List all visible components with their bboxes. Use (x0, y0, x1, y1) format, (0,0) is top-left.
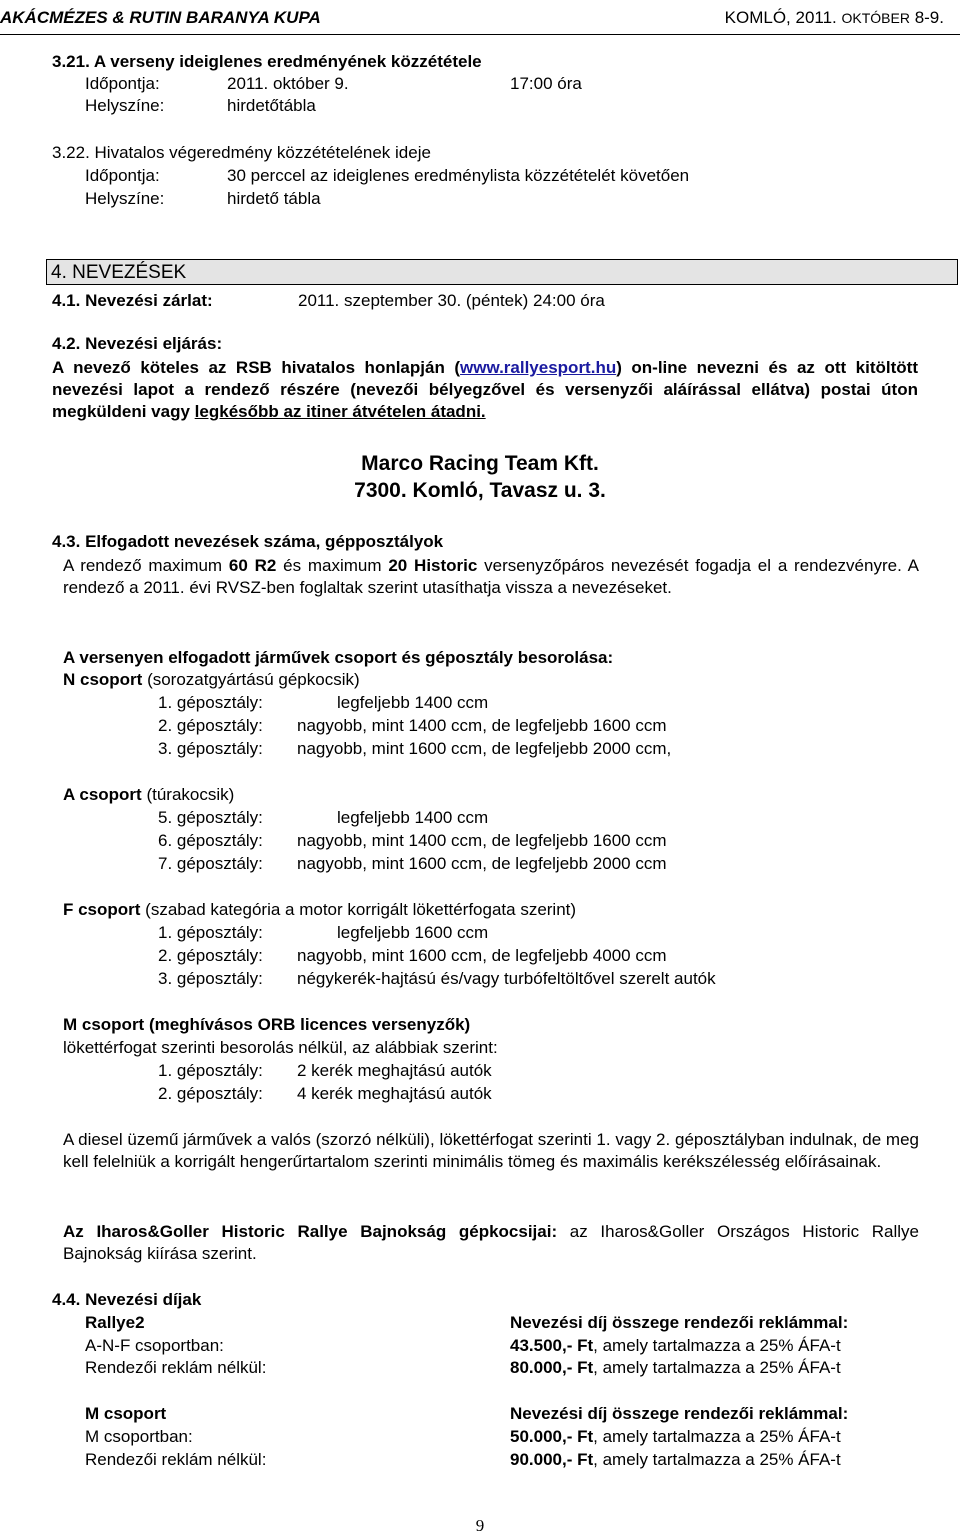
group-f-heading: F csoport (szabad kategória a motor korrigált lökettérfogata szerint) (63, 900, 577, 919)
group-f-class-3: 3. géposztály: (158, 969, 263, 988)
group-f-class-1-value: legfeljebb 1600 ccm (337, 923, 489, 942)
section-4-heading-bar (46, 259, 958, 285)
fee-rallye2-subheading: Nevezési díj összege rendezői reklámmal: (510, 1313, 849, 1332)
group-m-class-2: 2. géposztály: (158, 1084, 263, 1103)
fee-m-subheading: Nevezési díj összege rendezői reklámmal: (510, 1404, 849, 1423)
group-f-class-1: 1. géposztály: (158, 923, 263, 942)
group-f-class-3-value: négykerék-hajtású és/vagy turbófeltöltővel szerelt autók (297, 969, 716, 988)
header-title: AKÁCMÉZES & RUTIN BARANYA KUPA (0, 8, 321, 27)
group-n-heading: N csoport (sorozatgyártású gépkocsik) (63, 670, 360, 689)
header-event-date: KOMLÓ, 2011. OKTÓBER 8-9. (724, 8, 944, 27)
group-n-class-1-value: legfeljebb 1400 ccm (337, 693, 489, 712)
fee-rallye2-row2-amount: 80.000,- Ft, amely tartalmazza a 25% ÁFA-t (510, 1358, 841, 1377)
s41-value: 2011. szeptember 30. (péntek) 24:00 óra (298, 291, 605, 310)
s42-paragraph: A nevező köteles az RSB hivatalos honlapján (www.rallyesport.hu) on-line nevezni és az ott kitöltött nevezési lapot a rendező részére (nevezői bélyegzővel és versenyzői aláírással ellátva) postai úton megküldeni vagy legkésőbb az itiner átvételen átadni. (52, 358, 918, 421)
s322-place: hirdető tábla (227, 189, 321, 208)
group-a-class-6-value: nagyobb, mint 1400 ccm, de legfeljebb 1600 ccm (297, 831, 667, 850)
group-f-class-2-value: nagyobb, mint 1600 ccm, de legfeljebb 4000 ccm (297, 946, 667, 965)
section-4-heading: 4. NEVEZÉSEK (51, 262, 187, 283)
s42-title: 4.2. Nevezési eljárás: (52, 334, 223, 353)
s44-title: 4.4. Nevezési díjak (52, 1290, 202, 1309)
group-m-subtitle: lökettérfogat szerinti besorolás nélkül, az alábbiak szerint: (63, 1038, 498, 1057)
group-m-heading: M csoport (meghívásos ORB licences versenyzők) (63, 1015, 471, 1034)
s322-time-label: Időpontja: (85, 166, 160, 185)
diesel-paragraph: A diesel üzemű járművek a valós (szorzó nélküli), lökettérfogat szerinti 1. vagy 2. géposztályban indulnak, de meg kell felelniük a korrigált hengerűrtartalom szerinti minimális tömeg és maximális kerékszélesség előírásainak. (63, 1130, 919, 1171)
s321-time: 17:00 óra (510, 74, 582, 93)
s322-place-label: Helyszíne: (85, 189, 165, 208)
fee-rallye2-row2-label: Rendezői reklám nélkül: (85, 1358, 267, 1377)
group-a-class-6: 6. géposztály: (158, 831, 263, 850)
group-n-class-3-value: nagyobb, mint 1600 ccm, de legfeljebb 2000 ccm, (297, 739, 672, 758)
group-n-class-2: 2. géposztály: (158, 716, 263, 735)
group-a-class-5: 5. géposztály: (158, 808, 263, 827)
page-number: 9 (475, 1516, 485, 1535)
rallyesport-link[interactable]: www.rallyesport.hu (460, 358, 617, 377)
s321-place-label: Helyszíne: (85, 96, 165, 115)
s43-paragraph: A rendező maximum 60 R2 és maximum 20 Historic versenyzőpáros nevezését fogadja el a rendezvényre. A rendező a 2011. évi RVSZ-ben foglaltak szerint utasíthatja vissza a nevezéseket. (63, 556, 919, 597)
group-f-class-2: 2. géposztály: (158, 946, 263, 965)
fee-m-heading: M csoport (85, 1404, 167, 1423)
header-rule (0, 34, 960, 35)
group-a-class-5-value: legfeljebb 1400 ccm (337, 808, 489, 827)
fee-m-row2-amount: 90.000,- Ft, amely tartalmazza a 25% ÁFA-t (510, 1450, 841, 1469)
fee-m-row1-label: M csoportban: (85, 1427, 193, 1446)
group-n-class-2-value: nagyobb, mint 1400 ccm, de legfeljebb 1600 ccm (297, 716, 667, 735)
group-a-heading: A csoport (túrakocsik) (63, 785, 235, 804)
s41-label: 4.1. Nevezési zárlat: (52, 291, 213, 310)
section-3-21-title: 3.21. A verseny ideiglenes eredményének közzététele (52, 52, 482, 71)
organizer-address: 7300. Komló, Tavasz u. 3. (354, 479, 606, 502)
fee-rallye2-row1-label: A-N-F csoportban: (85, 1336, 224, 1355)
page-header (0, 6, 960, 30)
group-a-class-7-value: nagyobb, mint 1600 ccm, de legfeljebb 2000 ccm (297, 854, 667, 873)
section-3-22-title: 3.22. Hivatalos végeredmény közzétételének ideje (52, 143, 431, 162)
fee-m-row2-label: Rendezői reklám nélkül: (85, 1450, 267, 1469)
group-m-class-1-value: 2 kerék meghajtású autók (297, 1061, 492, 1080)
s321-place: hirdetőtábla (227, 96, 316, 115)
group-a-class-7: 7. géposztály: (158, 854, 263, 873)
fee-m-row1-amount: 50.000,- Ft, amely tartalmazza a 25% ÁFA-t (510, 1427, 841, 1446)
group-m-class-2-value: 4 kerék meghajtású autók (297, 1084, 492, 1103)
s322-time: 30 perccel az ideiglenes eredménylista közzétételét követően (227, 166, 690, 185)
fee-rallye2-row1-amount: 43.500,- Ft, amely tartalmazza a 25% ÁFA-t (510, 1336, 841, 1355)
s43-title: 4.3. Elfogadott nevezések száma, gépposztályok (52, 532, 444, 551)
group-n-class-3: 3. géposztály: (158, 739, 263, 758)
fee-rallye2-heading: Rallye2 (85, 1313, 145, 1332)
organizer-name: Marco Racing Team Kft. (361, 452, 599, 475)
group-m-class-1: 1. géposztály: (158, 1061, 263, 1080)
s321-date: 2011. október 9. (227, 74, 349, 93)
historic-paragraph: Az Iharos&Goller Historic Rallye Bajnokság gépkocsijai: az Iharos&Goller Országos Historic Rallye Bajnokság kiírása szerint. (63, 1222, 919, 1263)
group-n-class-1: 1. géposztály: (158, 693, 263, 712)
classes-title: A versenyen elfogadott járművek csoport és géposztály besorolása: (63, 648, 614, 667)
s321-time-label: Időpontja: (85, 74, 160, 93)
